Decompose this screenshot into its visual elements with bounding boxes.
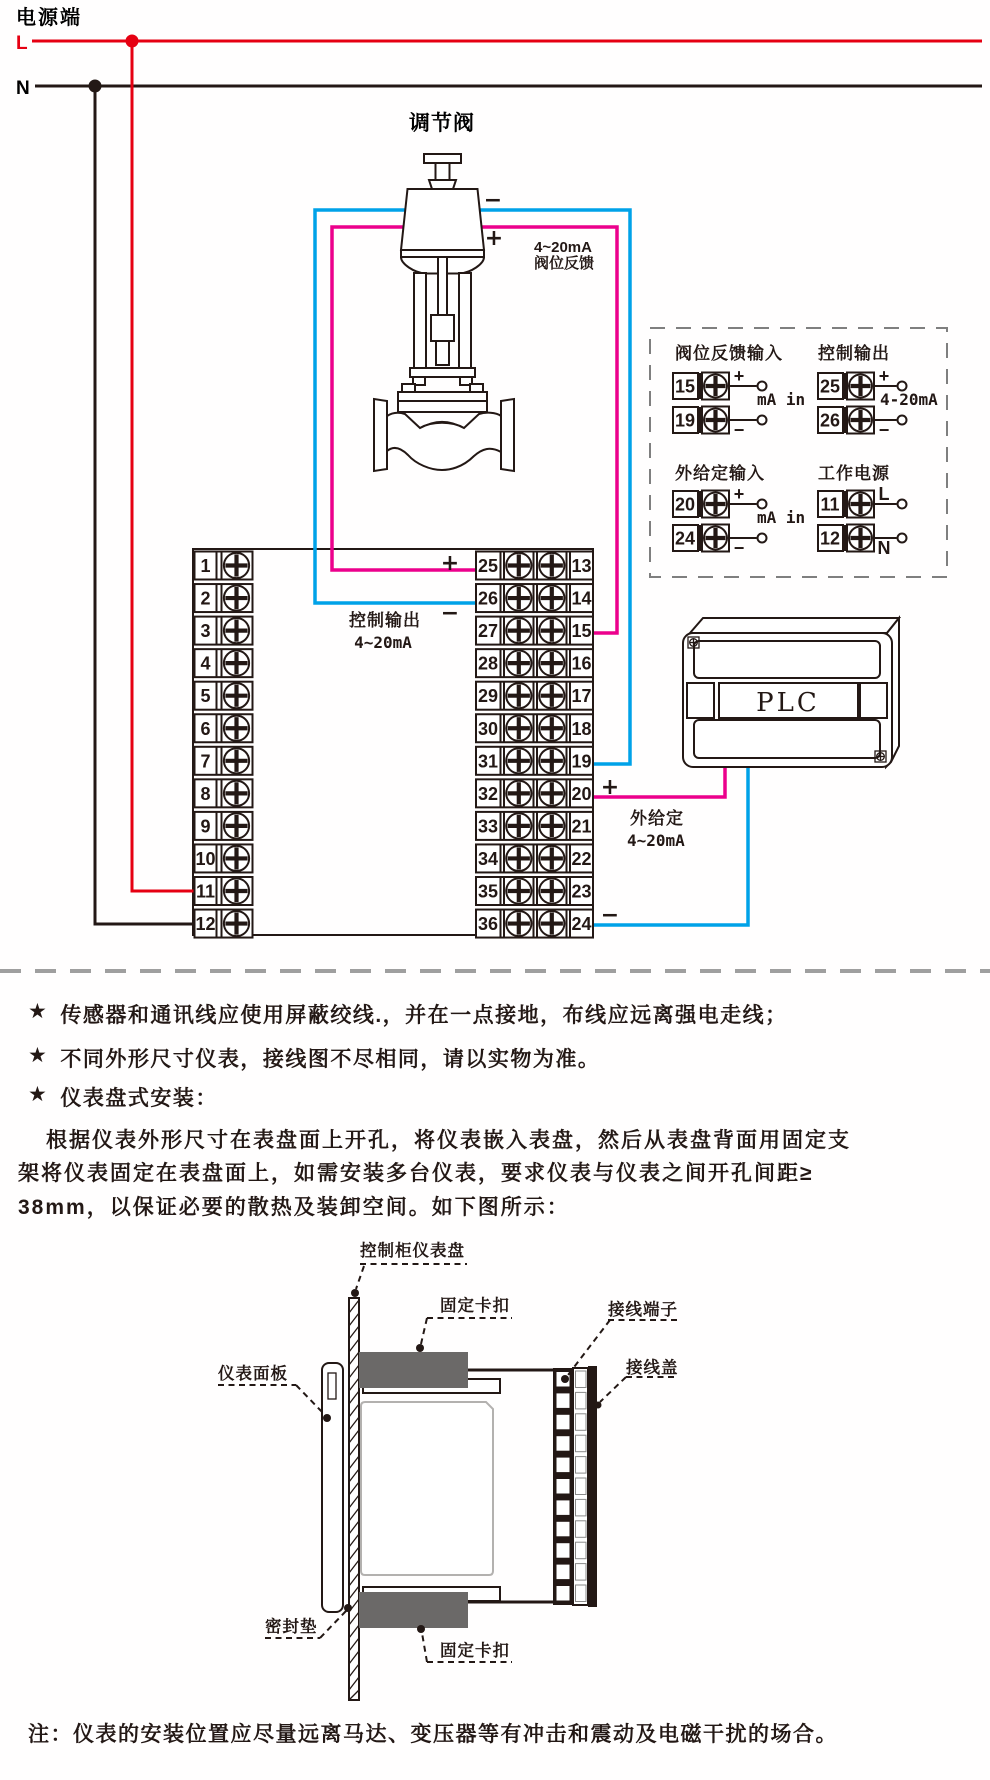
- terminal-number: 24: [674, 528, 696, 549]
- valve-bonnet: [398, 401, 487, 412]
- legend-sign: +: [878, 366, 890, 386]
- terminal-number: 12: [195, 914, 216, 935]
- terminal-number: 9: [200, 816, 211, 837]
- ctrl-out-label-1: 控制输出: [349, 611, 421, 630]
- terminal-number: 24: [571, 914, 592, 935]
- legend-section: [673, 463, 805, 558]
- panel-hatch: [349, 1300, 359, 1700]
- terminal-strip-right: [476, 552, 593, 938]
- terminal-number: 1: [200, 556, 211, 576]
- valve-actuator: [401, 189, 484, 250]
- terminal-number: 23: [571, 881, 592, 902]
- star-icon: ★: [28, 1044, 49, 1067]
- ctrl-out-plus: +: [440, 551, 460, 576]
- terminal-number: 8: [200, 783, 211, 804]
- terminal-number: 21: [571, 816, 592, 837]
- valve-plus-sign: +: [484, 226, 504, 251]
- valve-flange-right: [501, 399, 514, 471]
- star-icon: ★: [28, 1083, 49, 1106]
- terminal-number: 31: [477, 751, 499, 772]
- legend-section: [818, 343, 938, 440]
- terminal-number: 18: [571, 718, 592, 739]
- ext-plus: +: [600, 775, 620, 800]
- terminal-number: 27: [477, 621, 499, 642]
- bullet-text: 仪表盘式安装：: [60, 1087, 218, 1110]
- installation-diagram: [0, 1230, 990, 1710]
- panel-label: 控制柜仪表盘: [360, 1242, 465, 1260]
- legend-sign: −: [878, 420, 890, 440]
- line-l-label: L: [16, 33, 28, 54]
- terminal-number: 20: [674, 494, 696, 515]
- bullet-text: 传感器和通讯线应使用屏蔽绞线.，并在一点接地，布线应远离强电走线；: [60, 1004, 788, 1027]
- legend-title: 阀位反馈输入: [675, 344, 783, 363]
- control-valve: [374, 111, 594, 471]
- fixing-clip-bottom: [359, 1592, 468, 1628]
- legend-section: [673, 343, 805, 440]
- legend-title: 外给定输入: [675, 464, 765, 483]
- legend-range-label: 4-20mA: [880, 390, 938, 409]
- front-panel-label: 仪表面板: [218, 1365, 288, 1383]
- legend-sign: −: [733, 538, 745, 558]
- terminal-number: 10: [195, 848, 216, 869]
- terminal-number: 34: [477, 848, 499, 869]
- terminal-number: 11: [195, 881, 216, 902]
- terminal-number: 15: [571, 621, 592, 642]
- terminal-number: 19: [571, 751, 592, 772]
- terminal-number: 4: [200, 653, 211, 674]
- terminal-number: 2: [200, 588, 211, 609]
- terminal-number: 12: [819, 528, 841, 549]
- ctrl-out-label-2: 4~20mA: [354, 633, 412, 652]
- paragraph-line: 根据仪表外形尺寸在表盘面上开孔，将仪表嵌入表盘，然后从表盘背面用固定支: [46, 1129, 851, 1152]
- legend-sign: −: [733, 420, 745, 440]
- paragraph-line: 38mm，以保证必要的散热及装卸空间。如下图所示：: [18, 1196, 570, 1219]
- valve-flange-left: [374, 399, 387, 471]
- terminal-number: 26: [819, 410, 841, 431]
- ext-minus: −: [600, 903, 620, 928]
- cover-label: 接线盖: [626, 1359, 679, 1377]
- fixing-clip-top: [359, 1352, 468, 1388]
- terminal-number: 32: [477, 783, 499, 804]
- clip-bottom-label: 固定卡扣: [440, 1642, 510, 1660]
- front-bezel: [322, 1363, 343, 1612]
- terminal-number: 11: [820, 494, 840, 515]
- terminal-ladder: [553, 1368, 588, 1605]
- legend-section: [818, 463, 907, 558]
- valve-title: 调节阀: [409, 112, 475, 135]
- terminal-number: 15: [674, 376, 696, 397]
- legend-range-label: mA in: [757, 390, 806, 409]
- legend-sign: +: [733, 484, 745, 504]
- terminal-number: 30: [477, 718, 499, 739]
- terminal-number: 33: [477, 816, 499, 837]
- bottom-note: 注：仪表的安装位置应尽量远离马达、变压器等有冲击和震动及电磁干扰的场合。: [28, 1723, 838, 1746]
- ext-label-1: 外给定: [630, 809, 684, 828]
- legend-range-label: mA in: [757, 508, 806, 527]
- terminal-number: 36: [477, 914, 499, 935]
- terminal-number: 16: [571, 653, 592, 674]
- terminal-label: 接线端子: [608, 1301, 678, 1319]
- legend-sign: +: [733, 366, 745, 386]
- terminal-number: 17: [571, 686, 592, 707]
- terminal-number: 35: [477, 881, 499, 902]
- terminal-number: 20: [571, 783, 592, 804]
- wire-n-to-12: [95, 86, 196, 924]
- terminal-number: 3: [200, 621, 211, 642]
- ext-label-2: 4~20mA: [627, 831, 685, 850]
- legend-sections: [673, 343, 938, 558]
- terminal-number: 28: [477, 653, 499, 674]
- terminal-number: 6: [200, 718, 211, 739]
- terminal-cover-bar: [588, 1366, 597, 1607]
- bullet-item: [28, 1082, 218, 1112]
- power-rails: [16, 5, 982, 99]
- bullet-text: 不同外形尺寸仪表，接线图不尽相同，请以实物为准。: [60, 1048, 601, 1071]
- legend-sign: N: [877, 538, 891, 558]
- terminal-number: 7: [200, 751, 211, 772]
- valve-minus-sign: −: [483, 188, 503, 213]
- legend-title: 工作电源: [818, 464, 890, 483]
- star-icon: ★: [28, 1000, 49, 1023]
- legend-sign: L: [878, 484, 890, 504]
- terminal-number: 22: [571, 848, 592, 869]
- gasket-label: 密封垫: [265, 1618, 318, 1636]
- terminal-number: 19: [674, 410, 696, 431]
- plc-box: [683, 618, 899, 767]
- line-n-label: N: [16, 78, 30, 99]
- paragraph-line: 架将仪表固定在表盘面上，如需安装多台仪表，要求仪表与仪表之间开孔间距≥: [18, 1162, 814, 1185]
- terminal-number: 5: [200, 686, 211, 707]
- plc-label: PLC: [756, 688, 820, 718]
- valve-feedback-label-2: 阀位反馈: [534, 255, 595, 272]
- power-terminal-label: 电源端: [16, 7, 82, 29]
- instrument-body: [361, 1402, 493, 1575]
- terminal-number: 29: [477, 686, 499, 707]
- bullet-item: [28, 1043, 600, 1073]
- dashed-separator: [0, 969, 990, 973]
- terminal-strip-left: [195, 552, 253, 938]
- terminal-number: 13: [571, 556, 592, 576]
- legend-title: 控制输出: [818, 344, 890, 363]
- ctrl-out-minus: −: [440, 601, 460, 626]
- terminal-number: 26: [477, 588, 499, 609]
- terminal-number: 25: [819, 376, 841, 397]
- terminal-number: 14: [571, 588, 592, 609]
- clip-top-label: 固定卡扣: [440, 1297, 510, 1315]
- terminal-number: 25: [477, 556, 499, 576]
- bullet-item: [28, 999, 788, 1029]
- valve-feedback-label-1: 4~20mA: [534, 239, 592, 256]
